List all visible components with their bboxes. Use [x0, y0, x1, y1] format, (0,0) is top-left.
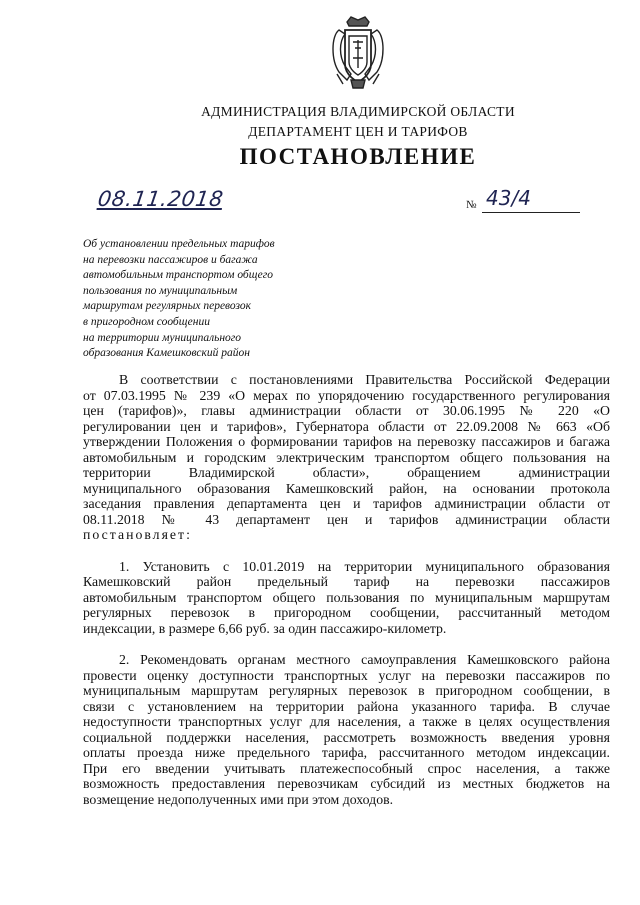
- subject-line: на территории муниципального: [83, 331, 242, 344]
- text-line: В соответствии с постановлениями Правительства Российской Федерации: [119, 372, 610, 387]
- text-line: провести оценку доступности транспортных услуг на перевозки пассажиров по: [83, 667, 610, 683]
- text-line: от 07.03.1995 № 239 «О мерах по упорядочению государственного регулирования: [83, 387, 610, 403]
- subject-line: на перевозки пассажиров и багажа: [83, 253, 258, 266]
- coat-of-arms-emblem: [327, 14, 389, 94]
- text-line: автомобильным транспортом общего пользования по муниципальным маршрутам: [83, 589, 610, 605]
- clause-2-paragraph: [83, 652, 610, 807]
- subject-line: маршрутам регулярных перевозок: [83, 300, 251, 313]
- document-date: 08.11.2018: [96, 187, 225, 211]
- resolution-word: постановляет:: [83, 527, 192, 542]
- number-label: №: [466, 199, 477, 211]
- text-line: 2. Рекомендовать органам местного самоуправления Камешковского района: [119, 652, 610, 667]
- text-line: регулировании цен и тарифов», Губернатора области от 22.09.2008 № 663 «Об: [83, 418, 610, 434]
- subject-line: образования Камешковский район: [83, 347, 250, 360]
- preamble-paragraph: [83, 372, 610, 543]
- text-line: цен (тарифов)», главы администрации области от 30.06.1995 № 220 «О: [83, 403, 610, 418]
- number-underline: [482, 212, 580, 213]
- text-line: территории Владимирской области», обращением администрации: [83, 465, 610, 480]
- text-line: индексации, в размере 6,66 руб. за один пассажиро-километр.: [83, 620, 447, 636]
- text-line: социальной поддержки населения, рассмотреть возможность введения уровня: [83, 729, 610, 745]
- organization-name: АДМИНИСТРАЦИЯ ВЛАДИМИРСКОЙ ОБЛАСТИ: [201, 104, 515, 119]
- text-line: оплаты проезда ниже предельного тарифа, рассчитанного методом индексации.: [83, 745, 610, 760]
- text-line: муниципального образования Камешковский район, на основании протокола: [83, 480, 610, 496]
- text-line: 08.11.2018 № 43 департамент цен и тарифов администрации области: [83, 511, 610, 527]
- text-line: 1. Установить с 10.01.2019 на территории муниципального образования: [119, 558, 610, 574]
- text-line: Камешковский район предельный тариф на перевозки пассажиров: [83, 574, 610, 589]
- document-subject: [83, 237, 333, 362]
- text-line: автомобильным и городским электрическим транспортом общего пользования на: [83, 449, 610, 465]
- text-line: утверждении Положения о формировании тарифов на перевозку пассажиров и багажа: [83, 434, 610, 449]
- text-line: возможность предоставления перевозчикам субсидий из местных бюджетов на: [83, 776, 610, 791]
- text-line: недоступности транспортных услуг для населения, а также в целях осуществления: [83, 714, 610, 729]
- subject-line: автомобильным транспортом общего: [83, 269, 274, 282]
- text-line: возмещение недополученных ими при этом доходов.: [83, 791, 394, 807]
- text-line: муниципальным маршрутам регулярных перевозок в пригородном сообщении, в: [83, 683, 610, 698]
- subject-line: Об установлении предельных тарифов: [83, 238, 275, 250]
- text-line: регулярных перевозок в пригородном сообщении, рассчитанный методом: [83, 605, 610, 620]
- text-line: заседания правления департамента цен и тарифов администрации области от: [83, 496, 610, 511]
- subject-line: пользования по муниципальным: [83, 284, 238, 297]
- department-name: ДЕПАРТАМЕНТ ЦЕН И ТАРИФОВ: [248, 124, 468, 139]
- document-title: ПОСТАНОВЛЕНИЕ: [239, 144, 477, 169]
- clause-1-paragraph: [83, 559, 610, 637]
- document-body: [83, 372, 610, 807]
- text-line: связи с установлением на территории района указанного тарифа. В случае: [83, 698, 610, 714]
- document-number: 43/4: [486, 186, 531, 210]
- text-line: При его введении учитывать платежеспособный спрос населения, а также: [83, 760, 610, 776]
- subject-line: в пригородном сообщении: [83, 315, 210, 328]
